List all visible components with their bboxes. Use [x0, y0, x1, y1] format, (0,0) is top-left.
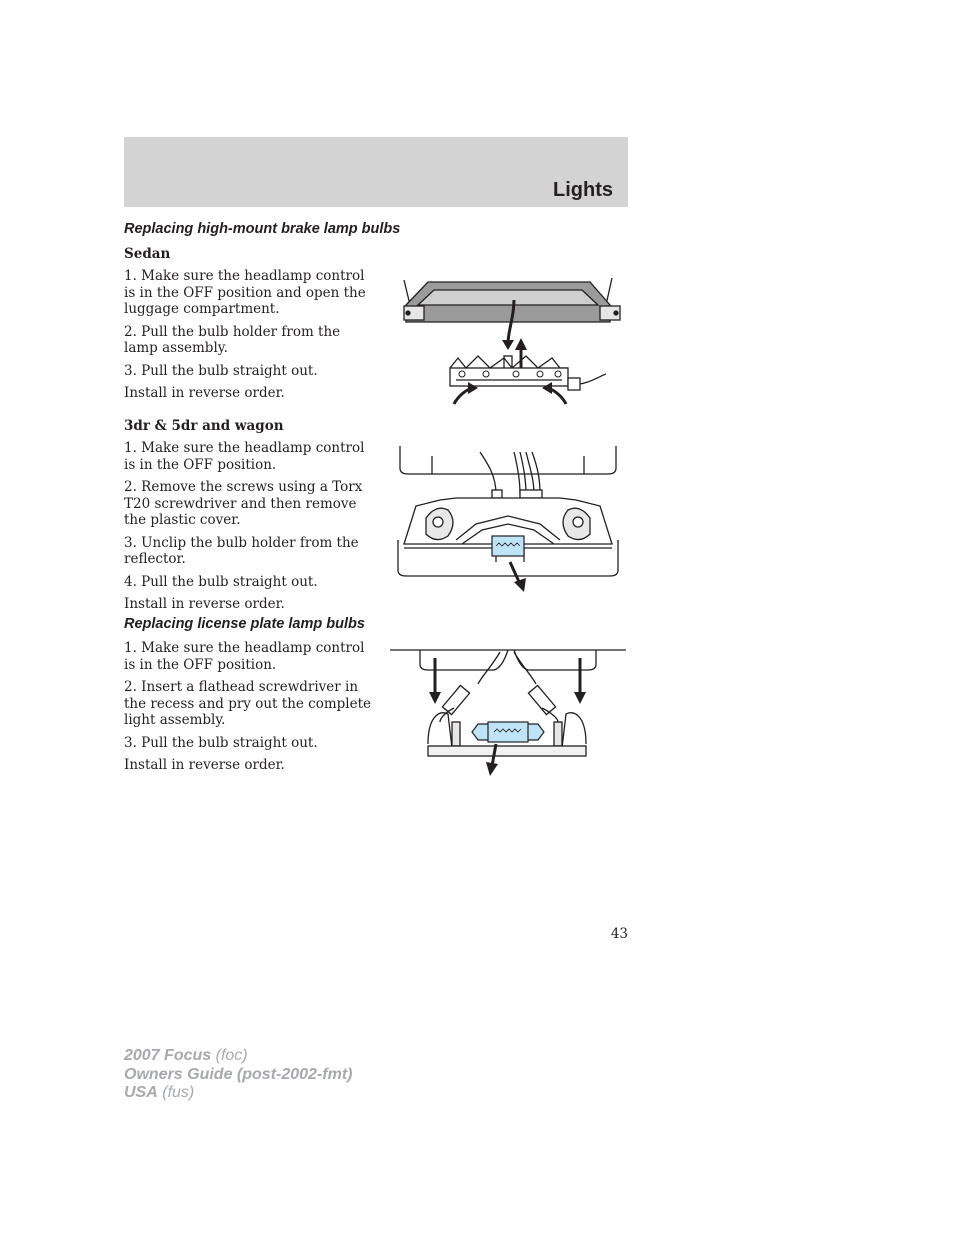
footer-line-1	[124, 1047, 352, 1066]
subsection-title-wagon: 3dr & 5dr and wagon	[124, 418, 284, 434]
license-steps	[124, 640, 376, 780]
license-step-3: 3. Pull the bulb straight out.	[124, 734, 318, 751]
footer-market-code: (fus)	[162, 1084, 195, 1101]
footer-market: USA	[124, 1084, 158, 1101]
page-title: Lights	[553, 179, 613, 201]
footer-guide: Owners Guide (post-2002-fmt)	[124, 1065, 353, 1083]
sedan-steps	[124, 268, 376, 408]
wagon-step-5: Install in reverse order.	[124, 596, 285, 612]
wagon-brake-lamp-illustration	[396, 444, 620, 596]
license-step-1: 1. Make sure the headlamp control is in the OFF position.	[124, 640, 365, 673]
footer-line-2	[124, 1066, 352, 1085]
wagon-step-1: 1. Make sure the headlamp control is in the OFF position.	[124, 440, 365, 473]
subsection-title-sedan: Sedan	[124, 246, 171, 262]
header-band	[124, 137, 628, 207]
sedan-brake-lamp-illustration	[396, 270, 628, 408]
wagon-step-3: 3. Unclip the bulb holder from the reflector.	[124, 534, 359, 567]
license-step-4: Install in reverse order.	[124, 757, 285, 773]
footer-model-code: (foc)	[215, 1047, 248, 1064]
wagon-step-2: 2. Remove the screws using a Torx T20 screwdriver and then remove the plastic cover.	[124, 479, 363, 528]
sedan-step-2: 2. Pull the bulb holder from the lamp assembly.	[124, 323, 341, 356]
sedan-step-4: Install in reverse order.	[124, 385, 285, 401]
license-plate-lamp-illustration	[390, 644, 626, 778]
section-title-license-lamp: Replacing license plate lamp bulbs	[124, 616, 365, 632]
wagon-steps	[124, 440, 376, 619]
page-number: 43	[610, 926, 628, 942]
sedan-step-1: 1. Make sure the headlamp control is in the OFF position and open the luggage compartment.	[124, 268, 366, 317]
sedan-step-3: 3. Pull the bulb straight out.	[124, 362, 318, 379]
footer-model: 2007 Focus	[124, 1047, 212, 1064]
footer	[124, 1047, 352, 1103]
wagon-step-4: 4. Pull the bulb straight out.	[124, 573, 318, 590]
footer-line-3	[124, 1084, 352, 1103]
section-title-brake-lamp: Replacing high-mount brake lamp bulbs	[124, 221, 401, 237]
license-step-2: 2. Insert a flathead screwdriver in the recess and pry out the complete light assembly.	[124, 679, 372, 728]
